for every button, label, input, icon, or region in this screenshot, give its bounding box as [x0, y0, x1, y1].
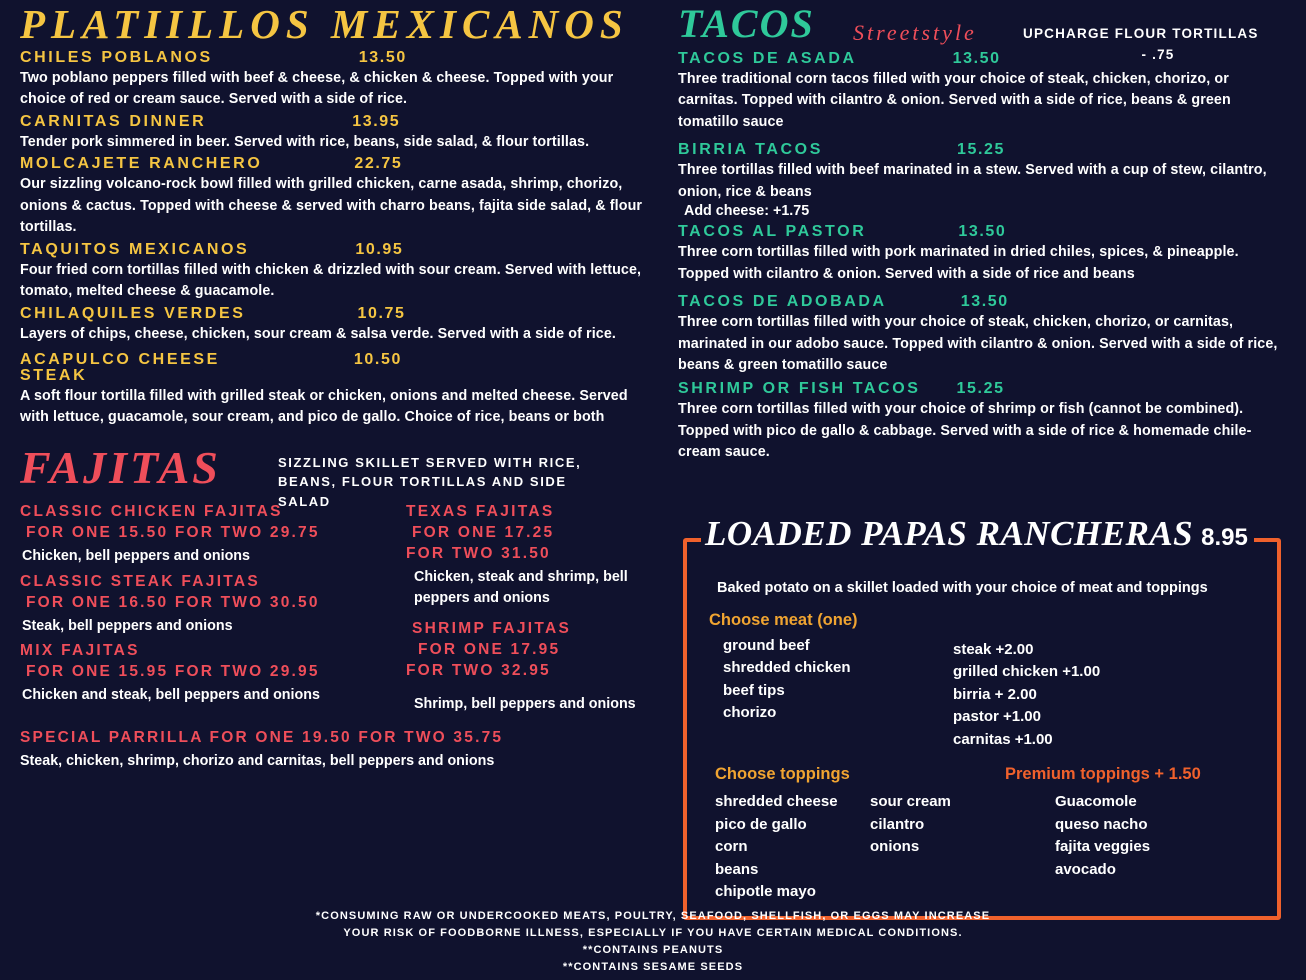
papas-intro: Baked potato on a skillet loaded with your choice of meat and toppings: [717, 580, 1208, 596]
item-price: 15.25: [956, 380, 1005, 398]
premium-topping-option: avocado: [1055, 860, 1116, 878]
item-name: TACOS DE ASADA: [678, 50, 857, 67]
meat-upcharge: steak +2.00: [953, 640, 1034, 658]
item-description: Three traditional corn tacos filled with your choice of steak, chicken, chorizo, or carnitas. Topped with cilantro & onion. Served with a side of rice, beans & green tomatillo sauce: [678, 71, 1231, 130]
papas-topping-headers: [709, 763, 1263, 787]
special-parrilla-line: SPECIAL PARRILLA FOR ONE 19.50 FOR TWO 35.75: [20, 728, 504, 746]
papas-meat-grid: [709, 635, 1263, 752]
topping-option: cilantro: [870, 815, 925, 833]
fajitas-title: FAJITAS: [20, 441, 221, 493]
item-name: TACOS AL PASTOR: [678, 223, 867, 241]
item-price: 13.50: [952, 50, 1001, 67]
fajita-name: CLASSIC STEAK FAJITAS: [20, 572, 261, 590]
fajita-name: SHRIMP FAJITAS: [412, 620, 572, 638]
meat-option: ground beef: [723, 636, 810, 654]
fajita-item: [406, 620, 656, 715]
item-description: Three tortillas filled with beef marinated in a stew. Served with a cup of stew, cilantro, onion, rice & beans: [678, 162, 1267, 200]
item-name-second-line: STEAK: [20, 366, 88, 384]
fajitas-column-right: [406, 497, 656, 715]
item-header: [678, 141, 1288, 159]
item-price: 10.95: [355, 240, 404, 258]
item-description: Tender pork simmered in beer. Served with rice, beans, side salad, & flour tortillas.: [20, 133, 590, 150]
meat-option: beef tips: [723, 681, 785, 699]
premium-topping-option: queso nacho: [1055, 815, 1148, 833]
tacos-title: TACOS: [678, 1, 815, 46]
item-price: 10.75: [357, 304, 406, 322]
fajita-prices: FOR ONE 15.50 FOR TWO 29.75: [26, 523, 320, 541]
fajita-item: [20, 642, 406, 706]
papas-meat-list: [709, 635, 953, 752]
toppings-column-premium: [1055, 791, 1255, 904]
meat-option: shredded chicken: [723, 659, 851, 677]
topping-option: onions: [870, 838, 920, 856]
meat-option: chorizo: [723, 704, 777, 722]
meat-upcharge: carnitas +1.00: [953, 730, 1053, 748]
platillos-section: [20, 1, 660, 772]
topping-option: corn: [715, 838, 748, 856]
platillos-title: PLATIILLOS MEXICANOS: [20, 1, 629, 47]
menu-item: [20, 155, 660, 238]
item-description: Two poblano peppers filled with beef & cheese, & chicken & cheese. Topped with your choice of red or cream sauce. Served with a side of rice.: [20, 70, 614, 108]
menu-item: [678, 141, 1288, 219]
footer-line-4: **CONTAINS SESAME SEEDS: [562, 960, 744, 973]
item-description: Three corn tortillas filled with your choice of shrimp or fish (cannot be combined). Topped with pico de gallo & cabbage. Served with a side of rice & homemade chile-cream sauce.: [678, 401, 1252, 461]
item-extra: Add cheese: +1.75: [684, 203, 810, 220]
item-price: 13.50: [960, 293, 1009, 311]
fajita-prices: FOR TWO 31.50: [406, 544, 551, 562]
papas-meat-upcharge-list: [953, 635, 1253, 752]
fajita-description: Steak, bell peppers and onions: [22, 617, 233, 634]
item-name: BIRRIA TACOS: [678, 141, 823, 159]
item-name: MOLCAJETE RANCHERO: [20, 155, 263, 173]
menu-item: [20, 241, 660, 303]
topping-option: shredded cheese: [715, 793, 838, 811]
tacos-upcharge: [1023, 24, 1293, 66]
topping-option: pico de gallo: [715, 815, 807, 833]
fajita-description: Chicken, steak and shrimp, bell peppers and onions: [414, 568, 628, 606]
tacos-upcharge-label: UPCHARGE FLOUR TORTILLAS: [1023, 26, 1259, 41]
papas-choose-meat-label: Choose meat (one): [709, 611, 858, 630]
fajita-item: [20, 503, 406, 567]
item-header: [678, 380, 1288, 398]
fajitas-note: SIZZLING SKILLET SERVED WITH RICE, BEANS, FLOUR TORTILLAS AND SIDE SALAD: [278, 454, 582, 509]
menu-item: [20, 113, 660, 153]
item-name: CHILAQUILES VERDES: [20, 304, 246, 322]
fajita-name: MIX FAJITAS: [20, 642, 140, 660]
toppings-column-two: [870, 791, 1055, 904]
item-description: Three corn tortillas filled with pork marinated in dried chiles, spices, & pineapple. Topped with cilantro & onion. Served with a side of rice and beans: [678, 244, 1239, 282]
fajitas-columns: [20, 497, 660, 715]
item-description: Four fried corn tortillas filled with chicken & drizzled with sour cream. Served with lettuce, tomato, melted cheese & guacamole.: [20, 261, 642, 300]
item-price: 13.50: [358, 49, 407, 66]
fajita-name: CLASSIC CHICKEN FAJITAS: [20, 502, 283, 520]
papas-toppings-grid: [709, 791, 1263, 904]
loaded-papas-box: [683, 514, 1281, 920]
fajita-description: Chicken and steak, bell peppers and onions: [22, 687, 320, 704]
item-name: SHRIMP OR FISH TACOS: [678, 380, 921, 398]
item-header: [20, 113, 660, 131]
item-name: CHILES POBLANOS: [20, 49, 213, 66]
item-name: CARNITAS DINNER: [20, 112, 207, 130]
footer-disclaimer: [0, 908, 1306, 976]
item-price: 10.50: [353, 350, 402, 368]
fajita-prices: FOR TWO 32.95: [406, 662, 551, 680]
menu-item: [678, 223, 1288, 285]
menu-item: [678, 293, 1288, 376]
special-parrilla-description: Steak, chicken, shrimp, chorizo and carnitas, bell peppers and onions: [20, 752, 495, 769]
item-name: ACAPULCO CHEESE: [20, 350, 220, 368]
footer-line-1: *CONSUMING RAW OR UNDERCOOKED MEATS, POULTRY, SEAFOOD, SHELLFISH, OR EGGS MAY INCREASE: [315, 909, 991, 922]
item-header: [678, 293, 1288, 311]
topping-option: sour cream: [870, 793, 951, 811]
fajita-description: Shrimp, bell peppers and onions: [414, 696, 636, 713]
premium-topping-option: Guacomole: [1055, 793, 1137, 811]
special-parrilla-item: [20, 729, 660, 772]
item-header: [20, 155, 660, 173]
topping-option: chipotle mayo: [715, 883, 816, 901]
fajita-prices: FOR ONE 15.95 FOR TWO 29.95: [26, 663, 320, 681]
item-name: TACOS DE ADOBADA: [678, 293, 887, 311]
fajita-prices: FOR ONE 16.50 FOR TWO 30.50: [26, 593, 320, 611]
fajita-prices: FOR ONE 17.95: [418, 641, 561, 659]
fajita-name: TEXAS FAJITAS: [406, 502, 555, 520]
premium-topping-option: fajita veggies: [1055, 838, 1151, 856]
papas-choose-toppings-label: Choose toppings: [715, 765, 850, 784]
fajita-item: [406, 503, 656, 608]
topping-option: beans: [715, 860, 759, 878]
footer-line-3: **CONTAINS PEANUTS: [582, 943, 724, 956]
menu-item: [20, 351, 660, 429]
papas-title: LOADED PAPAS RANCHERAS: [705, 514, 1194, 553]
tacos-section: [678, 1, 1288, 466]
tacos-subtitle: Streetstyle: [853, 20, 977, 45]
item-description: Our sizzling volcano-rock bowl filled with grilled chicken, carne asada, shrimp, chorizo, onions & cactus. Topped with cheese & served with charro beans, fajita side salad, & flour tortillas.: [20, 176, 643, 236]
menu-item: [678, 380, 1288, 463]
item-price: 13.50: [958, 223, 1007, 241]
papas-price: 8.95: [1201, 524, 1248, 551]
item-description: Layers of chips, cheese, chicken, sour cream & salsa verde. Served with a side of rice.: [20, 325, 616, 342]
item-header: [678, 223, 1288, 241]
item-price: 13.95: [352, 112, 401, 130]
papas-body: [687, 542, 1277, 904]
footer-line-2: YOUR RISK OF FOODBORNE ILLNESS, ESPECIALLY IF YOU HAVE CERTAIN MEDICAL CONDITIONS.: [343, 926, 963, 939]
fajita-prices: FOR ONE 17.25: [412, 523, 555, 541]
papas-title-row: [701, 516, 1254, 552]
meat-upcharge: pastor +1.00: [953, 708, 1041, 726]
item-name: TAQUITOS MEXICANOS: [20, 240, 250, 258]
fajita-item: [20, 573, 406, 637]
item-price: 15.25: [956, 141, 1006, 159]
fajitas-column-left: [20, 497, 406, 715]
item-header: [20, 49, 660, 67]
item-header: [20, 241, 660, 259]
item-header: [20, 305, 660, 323]
meat-upcharge: birria + 2.00: [953, 685, 1037, 703]
tacos-upcharge-price: - .75: [1141, 46, 1175, 62]
meat-upcharge: grilled chicken +1.00: [953, 663, 1101, 681]
toppings-column-one: [709, 791, 870, 904]
item-price: 22.75: [354, 155, 403, 173]
item-description: Three corn tortillas filled with your choice of steak, chicken, chorizo, or carnitas, marinated in our adobo sauce. Topped with cilantro & onion. Served with a side of rice, beans & green tomatillo sauce: [678, 314, 1278, 373]
menu-item: [20, 305, 660, 345]
fajita-description: Chicken, bell peppers and onions: [22, 547, 250, 564]
menu-item: [20, 49, 660, 111]
fajitas-section: [20, 441, 660, 772]
papas-premium-toppings-label: Premium toppings + 1.50: [1005, 765, 1201, 784]
item-description: A soft flour tortilla filled with grilled steak or chicken, onions and melted cheese. Served with lettuce, guacamole, sour cream, and pico de gallo. Choice of rice, beans or both: [20, 387, 628, 426]
